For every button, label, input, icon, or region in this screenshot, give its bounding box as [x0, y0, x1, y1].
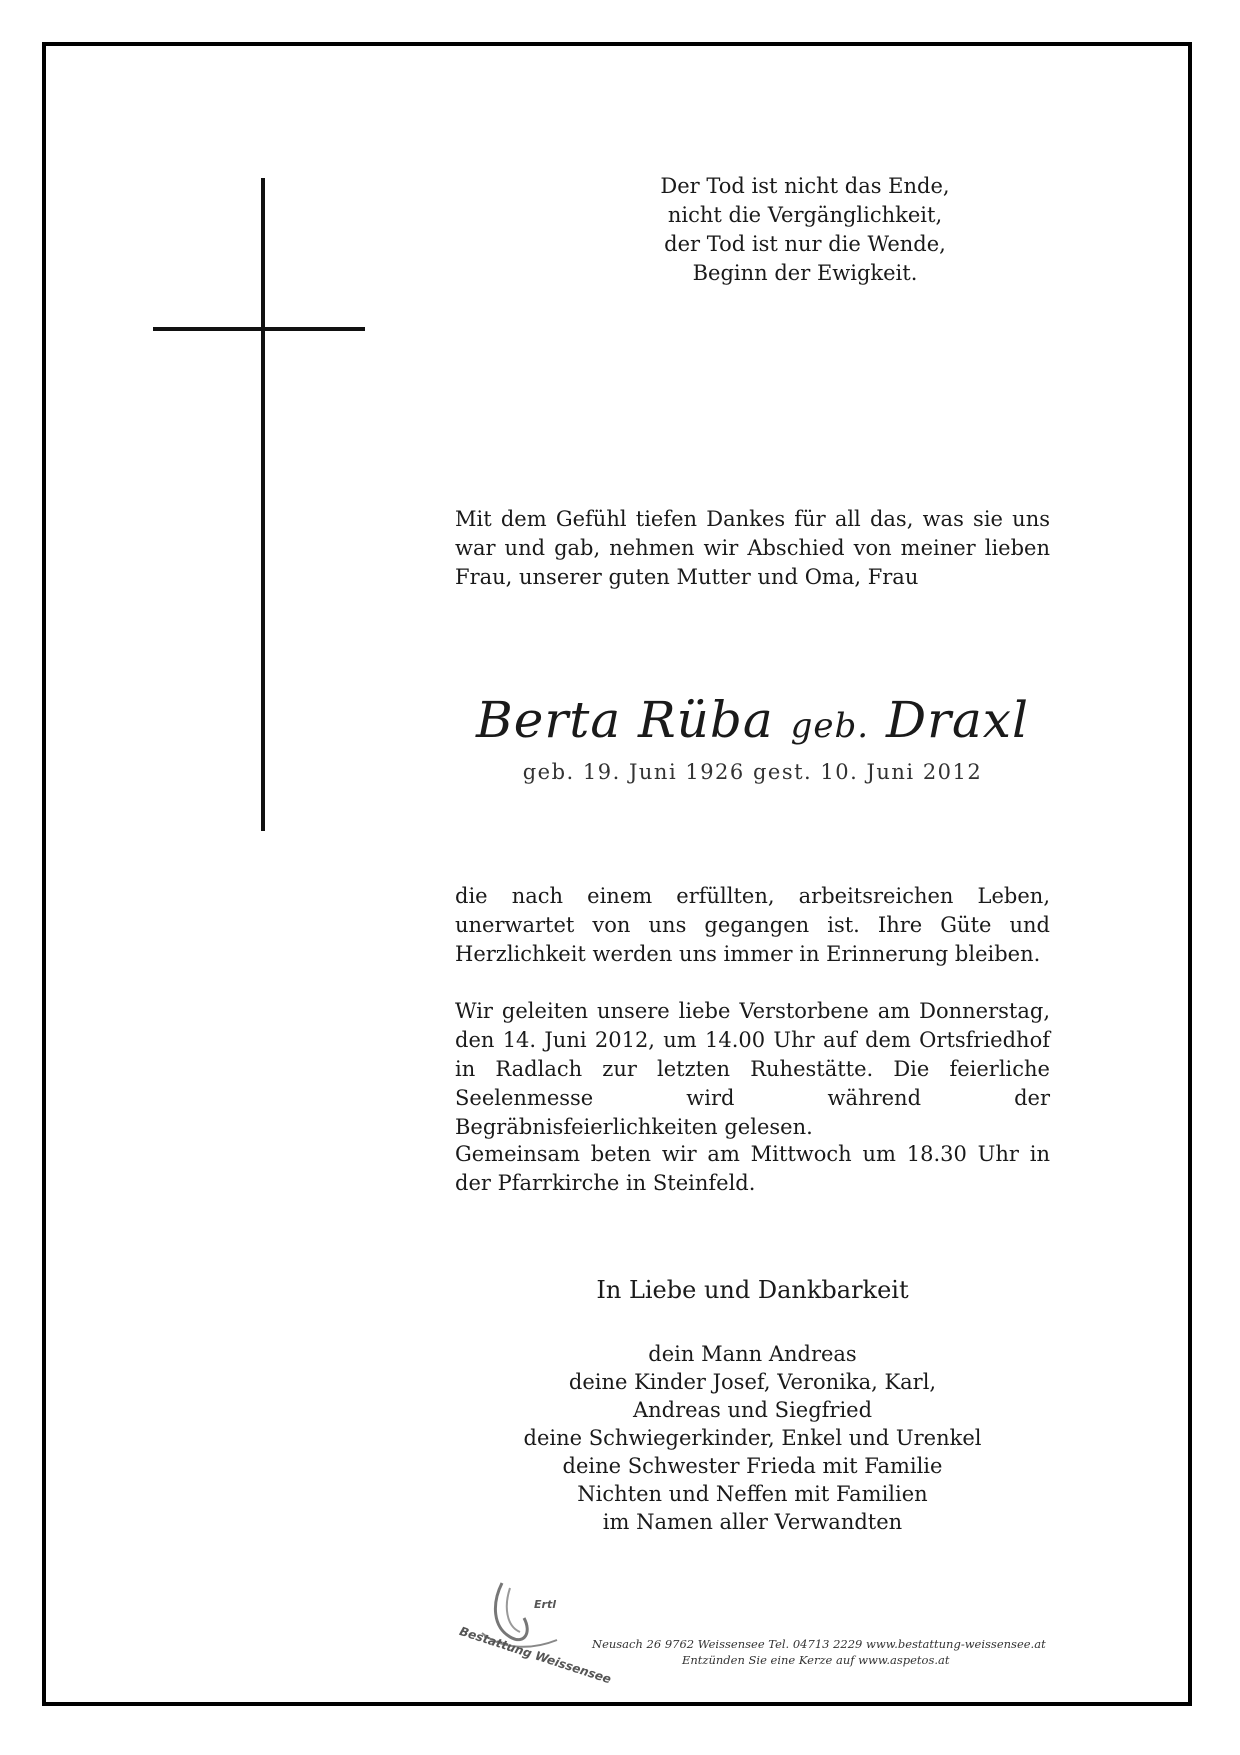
footer-address: Neusach 26 9762 Weissensee Tel. 04713 2229 www.bestattung-weissensee.at [592, 1637, 1046, 1651]
birth-prefix: geb. [790, 706, 870, 746]
cross-vertical-bar [261, 178, 265, 831]
poem-line: Der Tod ist nicht das Ende, [660, 174, 950, 198]
funeral-home-logo [457, 1578, 613, 1687]
poem-line: der Tod ist nur die Wende, [664, 232, 946, 256]
deceased-name: Berta Rüba [476, 691, 774, 749]
family-list [455, 1340, 1050, 1536]
paragraph: Gemeinsam beten wir am Mittwoch um 18.30 Uhr in der Pfarrkirche in Steinfeld. [455, 1142, 1050, 1195]
family-line: deine Kinder Josef, Veronika, Karl, [568, 1370, 937, 1394]
maiden-name: Draxl [885, 691, 1029, 749]
poem [640, 172, 970, 288]
closing-line: In Liebe und Dankbarkeit [596, 1276, 909, 1304]
family-line: deine Schwester Frieda mit Familie [562, 1454, 943, 1478]
footer-candle: Entzünden Sie eine Kerze auf www.aspetos.at [682, 1653, 950, 1667]
paragraph: die nach einem erfüllten, arbeitsreichen Leben, unerwartet von uns gegangen ist. Ihre Güte und Herzlichkeit werden uns immer in Erinnerung bleiben. [455, 884, 1050, 966]
logo-name: Bestattung Weissensee [457, 1624, 613, 1687]
family-line: deine Schwiegerkinder, Enkel und Urenkel [523, 1426, 982, 1450]
intro-text: Mit dem Gefühl tiefen Dankes für all das, was sie uns war und gab, nehmen wir Abschied von meiner lieben Frau, unserer guten Mutter und Oma, Frau [455, 507, 1050, 589]
family-line: dein Mann Andreas [648, 1342, 857, 1366]
family-line: Nichten und Neffen mit Familien [577, 1482, 928, 1506]
cross-horizontal-bar [153, 327, 365, 331]
family-line: im Namen aller Verwandten [602, 1510, 903, 1534]
poem-line: nicht die Vergänglichkeit, [667, 203, 943, 227]
poem-line: Beginn der Ewigkeit. [692, 261, 918, 285]
deceased-name-line [455, 690, 1050, 756]
family-line: Andreas und Siegfried [632, 1398, 873, 1422]
logo-owner: Ertl [534, 1598, 556, 1611]
paragraph: Wir geleiten unsere liebe Verstorbene am Donnerstag, den 14. Juni 2012, um 14.00 Uhr auf dem Ortsfriedhof in Radlach zur letzten Ruhestätte. Die feierliche Seelenmesse wird während der Begräbnisfeierlichkeiten gelesen. [455, 999, 1050, 1139]
life-dates: geb. 19. Juni 1926 gest. 10. Juni 2012 [522, 760, 983, 784]
